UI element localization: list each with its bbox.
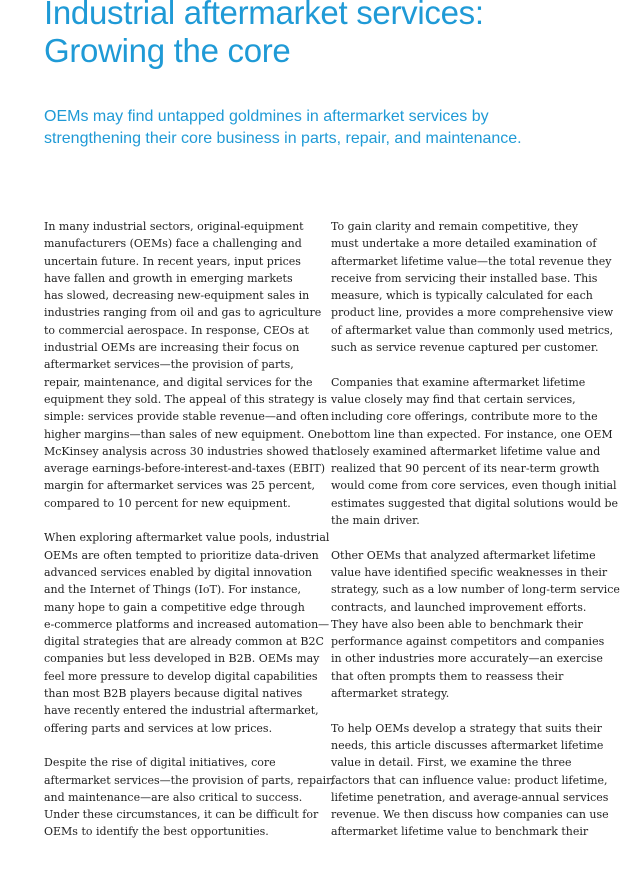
text-line: aftermarket services—the provision of parts, [44,358,294,372]
text-line: has slowed, decreasing new-equipment sales in [44,289,310,303]
body-paragraph [331,218,614,356]
text-line: aftermarket strategy. [331,687,450,701]
body-paragraph [331,720,611,841]
text-line: equipment they sold. The appeal of this strategy is [44,392,327,406]
text-line: feel more pressure to develop digital capabilities [44,669,318,683]
text-line: aftermarket lifetime value—the total revenue they [331,254,612,268]
body-paragraph [44,754,334,840]
text-line: estimates suggested that digital solutions would be [331,496,619,510]
text-line: strategy, such as a low number of long-term service [331,583,620,597]
text-line: measure, which is typically calculated for each [331,289,593,303]
text-line: bottom line than expected. For instance, one OEM [331,427,613,441]
text-line: industrial OEMs are increasing their focus on [44,341,300,355]
body-paragraph [331,374,619,530]
text-line: in other industries more accurately—an exercise [331,652,603,666]
text-line: manufacturers (OEMs) face a challenging and [44,237,302,251]
text-line: OEMs are often tempted to prioritize data-driven [44,548,319,562]
text-line: receive from servicing their installed base. This [331,271,598,285]
title-line: Industrial aftermarket services: [44,0,484,31]
text-line: that often prompts them to reassess their [331,669,564,683]
text-line: aftermarket lifetime value to benchmark their [331,825,589,839]
text-line: compared to 10 percent for new equipment. [44,496,291,510]
text-line: uncertain future. In recent years, input prices [44,254,301,268]
text-line: To gain clarity and remain competitive, they [331,220,579,233]
text-line: repair, maintenance, and digital services for the [44,375,313,389]
text-line: realized that 90 percent of its near-term growth [331,462,600,476]
subtitle [44,106,624,150]
right-column [331,218,620,858]
text-line: McKinsey analysis across 30 industries showed that [44,444,335,458]
text-line: factors that can influence value: product lifetime, [331,773,608,787]
text-line: Despite the rise of digital initiatives, core [44,756,276,770]
subtitle-line: strengthening their core business in parts, repair, and maintenance. [44,130,522,147]
title-line: Growing the core [44,32,291,69]
text-line: revenue. We then discuss how companies can use [331,808,609,822]
text-line: e-commerce platforms and increased automation— [44,617,330,631]
text-line: the main driver. [331,514,420,528]
text-line: contracts, and launched improvement efforts. [331,600,587,614]
text-line: companies but less developed in B2B. OEMs may [44,652,320,666]
text-line: of aftermarket value than commonly used metrics, [331,323,614,337]
text-line: product line, provides a more comprehensive view [331,306,614,320]
text-line: margin for aftermarket services was 25 percent, [44,479,316,493]
text-line: have recently entered the industrial aftermarket, [44,704,319,718]
text-line: including core offerings, contribute more to the [331,410,598,424]
text-line: than most B2B players because digital natives [44,687,303,701]
text-line: When exploring aftermarket value pools, industrial [44,531,330,545]
text-line: value in detail. First, we examine the three [331,756,572,770]
text-line: aftermarket services—the provision of parts, repair, [44,773,334,787]
text-line: many hope to gain a competitive edge through [44,600,305,614]
text-line: higher margins—than sales of new equipment. One [44,427,331,441]
text-line: must undertake a more detailed examination of [331,237,597,251]
text-line: performance against competitors and companies [331,635,605,649]
text-line: digital strategies that are already common at B2C [44,635,324,649]
text-line: closely examined aftermarket lifetime value and [331,444,601,458]
body-paragraph [44,529,330,737]
text-line: To help OEMs develop a strategy that suits their [331,721,602,735]
text-line: lifetime penetration, and average-annual services [331,790,609,804]
text-line: In many industrial sectors, original-equipment [44,220,304,233]
text-line: and the Internet of Things (IoT). For instance, [44,583,301,597]
text-line: They have also been able to benchmark their [331,617,583,631]
body-paragraph [331,547,620,703]
text-line: and maintenance—are also critical to success. [44,790,303,804]
text-line: such as service revenue captured per customer. [331,341,599,355]
text-line: average earnings-before-interest-and-taxes (EBIT) [44,462,325,476]
text-line: needs, this article discusses aftermarket lifetime [331,738,604,752]
text-line: value closely may find that certain services, [331,392,576,406]
text-line: OEMs to identify the best opportunities. [44,825,269,839]
text-line: advanced services enabled by digital innovation [44,565,312,579]
text-line: Other OEMs that analyzed aftermarket lifetime [331,548,596,562]
text-line: Companies that examine aftermarket lifetime [331,375,586,389]
text-line: Under these circumstances, it can be difficult for [44,808,319,822]
text-line: simple: services provide stable revenue—and often [44,410,329,424]
text-line: would come from core services, even though initial [331,479,617,493]
subtitle-line: OEMs may find untapped goldmines in aftermarket services by [44,108,489,125]
text-line: to commercial aerospace. In response, CEOs at [44,323,309,337]
text-line: have fallen and growth in emerging markets [44,271,293,285]
text-line: industries ranging from oil and gas to agriculture [44,306,322,320]
text-line: offering parts and services at low prices. [44,721,273,735]
page-title [44,0,624,70]
body-paragraph [44,218,335,512]
text-line: value have identified specific weaknesses in their [331,565,608,579]
left-column [44,218,335,858]
